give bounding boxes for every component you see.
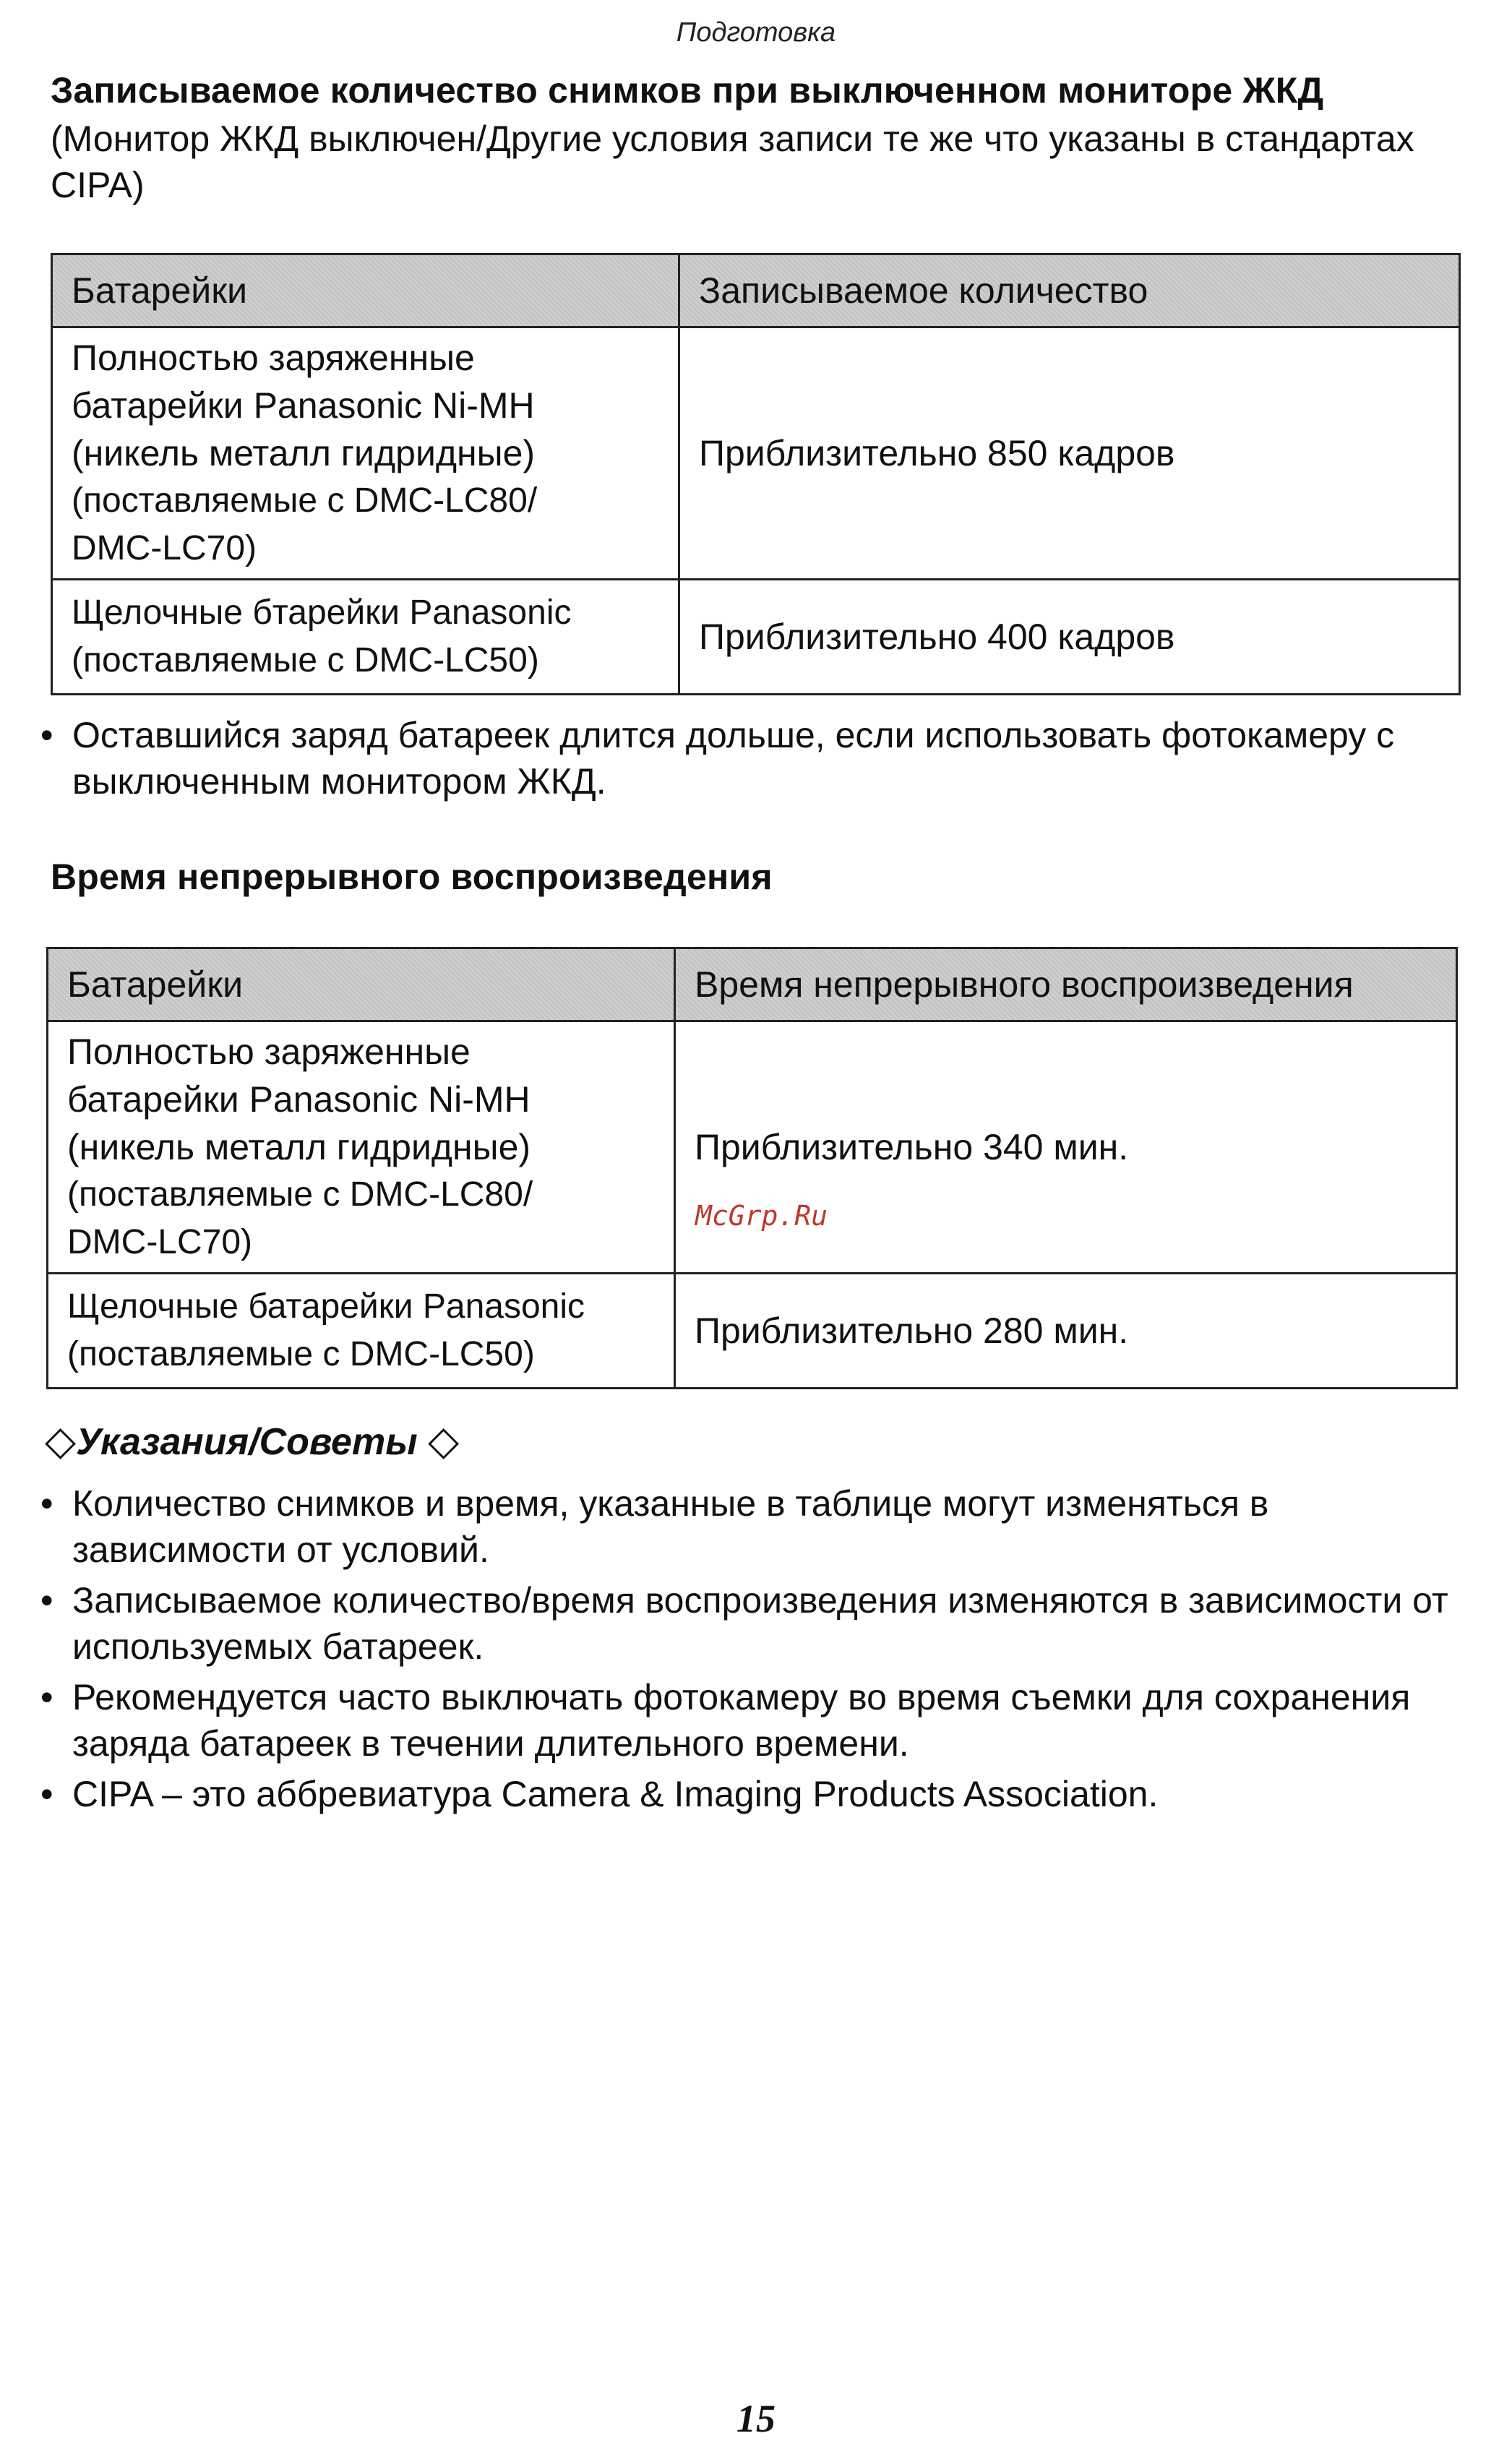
battery-line: DMC-LC70) — [72, 529, 257, 567]
table-row — [52, 327, 1460, 580]
battery-line: батарейки Panasonic Ni-MH — [67, 1079, 531, 1120]
battery-cell — [48, 1021, 675, 1274]
playback-value: Приблизительно 340 мин. — [675, 1021, 1457, 1274]
table-header-row — [52, 254, 1460, 327]
count-value: Приблизительно 400 кадров — [679, 580, 1460, 695]
battery-line: (поставляемые с DMC-LC50) — [67, 1335, 535, 1373]
table-row — [48, 1274, 1457, 1389]
table-row — [52, 580, 1460, 695]
battery-line: (никель металл гидридные) — [67, 1127, 531, 1167]
battery-line: (никель металл гидридные) — [72, 433, 536, 473]
note-text: Оставшийся заряд батареек длится дольше, если использовать фотокамеру с выключенным монитором ЖКД. — [72, 715, 1395, 802]
battery-line: (поставляемые с DMC-LC50) — [72, 641, 539, 679]
lcd-off-title: Записываемое количество снимков при выключенном мониторе ЖКД — [51, 70, 1324, 111]
column-header-count: Записываемое количество — [679, 254, 1460, 327]
column-header-battery: Батарейки — [52, 254, 679, 327]
battery-line: Щелочные батарейки Panasonic — [67, 1287, 585, 1326]
watermark: McGrp.Ru — [695, 1200, 828, 1232]
tip-text: CIPA – это аббревиатура Camera & Imaging Products Association. — [72, 1774, 1159, 1814]
list-item: • CIPA – это аббревиатура Camera & Imaging Products Association. — [40, 1774, 1159, 1814]
diamond-icon: ◇ — [428, 1417, 460, 1463]
lcd-off-subtitle: (Монитор ЖКД выключен/Другие условия записи те же что указаны в стандартах CIPA) — [51, 119, 1414, 205]
playback-value: Приблизительно 280 мин. — [675, 1274, 1457, 1389]
tip-text: Рекомендуется часто выключать фотокамеру во время съемки для сохранения заряда батареек в течении длительного времени. — [72, 1677, 1411, 1764]
tip-text: Записываемое количество/время воспроизведения изменяются в зависимости от используемых батареек. — [72, 1580, 1448, 1667]
list-item: • Количество снимков и время, указанные в таблице могут изменяться в зависимости от условий. — [40, 1483, 1269, 1570]
lcd-off-notes — [40, 712, 1479, 809]
column-header-playback-time: Время непрерывного воспроизведения — [675, 948, 1457, 1021]
battery-cell — [52, 327, 679, 580]
battery-line: (поставляемые с DMC-LC80/ — [72, 481, 538, 520]
tips-title — [45, 1417, 459, 1464]
page-number: 15 — [736, 2397, 776, 2440]
battery-cell — [52, 580, 679, 695]
count-value: Приблизительно 850 кадров — [679, 327, 1460, 580]
list-item: • Записываемое количество/время воспроизведения изменяются в зависимости от используемых батареек. — [40, 1580, 1448, 1667]
battery-line: DMC-LC70) — [67, 1223, 253, 1261]
diamond-icon: ◇ — [45, 1417, 77, 1463]
playback-title: Время непрерывного воспроизведения — [51, 857, 773, 897]
tips-list — [40, 1480, 1479, 1822]
battery-line: Полностью заряженные — [67, 1031, 471, 1072]
tip-text: Количество снимков и время, указанные в таблице могут изменяться в зависимости от условий. — [72, 1483, 1269, 1570]
table-header-row — [48, 948, 1457, 1021]
table-row — [48, 1021, 1457, 1274]
battery-line: Щелочные бтарейки Panasonic — [72, 593, 572, 632]
list-item: • Рекомендуется часто выключать фотокамеру во время съемки для сохранения заряда батареек в течении длительного времени. — [40, 1677, 1411, 1764]
tips-title-text: Указания/Советы — [76, 1421, 418, 1463]
column-header-battery: Батарейки — [48, 948, 675, 1021]
section-header: Подготовка — [676, 17, 836, 48]
battery-line: батарейки Panasonic Ni-MH — [72, 385, 535, 426]
battery-line: (поставляемые с DMC-LC80/ — [67, 1175, 533, 1214]
playback-time-table — [46, 947, 1458, 1389]
list-item: • Оставшийся заряд батареек длится дольше, если использовать фотокамеру с выключенным монитором ЖКД. — [40, 715, 1395, 802]
battery-cell — [48, 1274, 675, 1389]
recording-count-table — [51, 253, 1461, 695]
battery-line: Полностью заряженные — [72, 338, 475, 378]
